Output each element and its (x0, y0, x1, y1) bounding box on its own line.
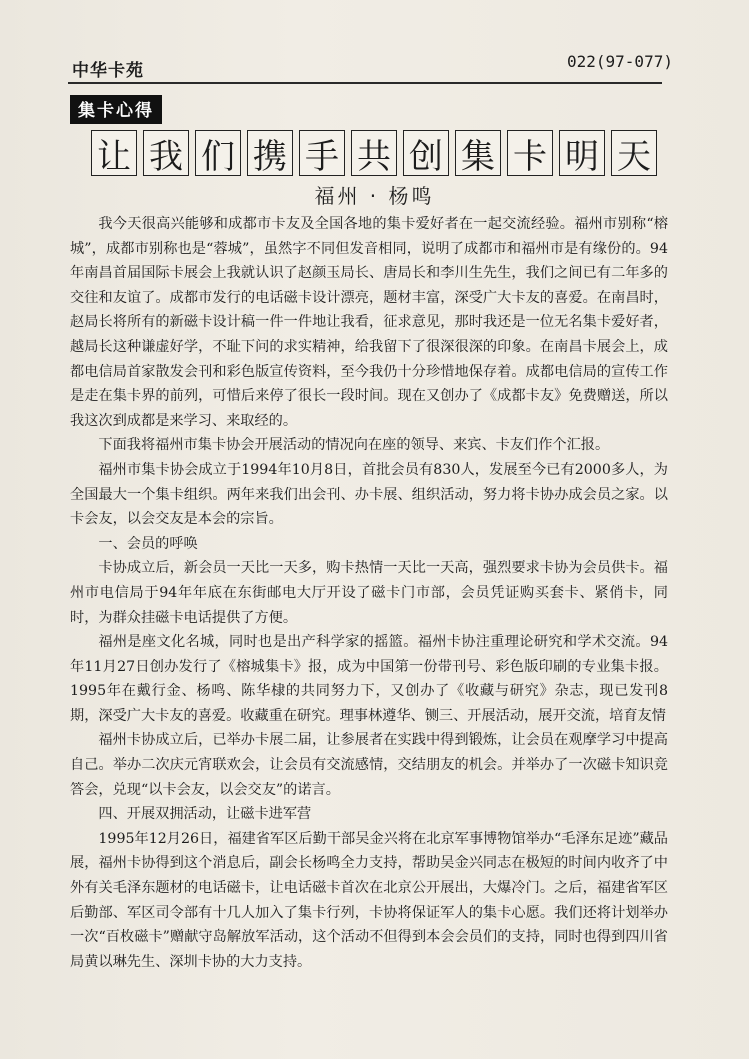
title-char: 手 (299, 130, 345, 176)
paragraph: 卡协成立后，新会员一天比一天多，购卡热情一天比一天高，强烈要求卡协为会员供卡。福州市电信局于94年年底在东街邮电大厅开设了磁卡门市部，会员凭证购买套卡、紧俏卡，同时，为群众挂磁卡电话提供了方便。 (70, 560, 668, 626)
paragraph: 福州市集卡协会成立于1994年10月8日，首批会员有830人，发展至今已有2000多人，为全国最大一个集卡组织。两年来我们出会刊、办卡展、组织活动，努力将卡协办成会员之家。以卡会友，以会交友是本会的宗旨。 (70, 461, 668, 528)
author-byline: 福州 · 杨鸣 (314, 184, 435, 208)
issue-code: 022(97-077) (567, 52, 673, 71)
header-divider (68, 82, 662, 84)
title-char: 让 (91, 130, 137, 176)
paragraph: 福州是座文化名城，同时也是出产科学家的摇篮。福州卡协注重理论研究和学术交流。94年11月27日创办发行了《榕城集卡》报，成为中国第一份带刊号、彩色版印刷的专业集卡报。1995年在戴行金、杨鸣、陈华棣的共同努力下，又创办了《收藏与研究》杂志，现已发刊8期，深受广大卡友的喜爱。收藏重在研究。理事林遵华、铡三、开展活动，展开交流，培育友情 (70, 634, 668, 724)
section-tag: 集卡心得 (70, 95, 162, 124)
title-char: 们 (195, 130, 241, 176)
title-char: 卡 (507, 130, 553, 176)
title-char: 携 (247, 130, 293, 176)
title-char: 天 (611, 130, 657, 176)
paragraph: 1995年12月26日，福建省军区后勤干部吴金兴将在北京军事博物馆举办“毛泽东足迹”藏品展，福州卡协得到这个消息后，副会长杨鸣全力支持，帮助吴金兴同志在极短的时间内收齐了中外有关毛泽东题材的电话磁卡，让电话磁卡首次在北京公开展出，大爆冷门。之后，福建省军区后勤部、军区司令部有十几人加入了集卡行列，卡协将保证军人的集卡心愿。我们还将计划举办一次“百枚磁卡”赠献守岛解放军活动，这个活动不但得到本会会员们的支持，同时也得到四川省局黄以琳先生、深圳卡协的大力支持。 (70, 830, 668, 970)
title-char: 共 (351, 130, 397, 176)
paragraph: 下面我将福州市集卡协会开展活动的情况向在座的领导、来宾、卡友们作个汇报。 (98, 437, 610, 454)
title-char: 明 (559, 130, 605, 176)
title-char: 集 (455, 130, 501, 176)
article-body (70, 212, 668, 974)
publication-name: 中华卡苑 (72, 61, 144, 81)
section-heading: 四、开展双拥活动，让磁卡进军营 (98, 806, 312, 823)
title-char: 我 (143, 130, 189, 176)
section-heading: 一、会员的呼唤 (98, 535, 198, 552)
paragraph: 福州卡协成立后，已举办卡展二届，让参展者在实践中得到锻炼，让会员在观摩学习中提高自己。举办二次庆元宵联欢会，让会员有交流感情，交结朋友的机会。并举办了一次磁卡知识竞答会，兑现“以卡会友，以会交友”的诺言。 (70, 732, 668, 798)
paragraph: 我今天很高兴能够和成都市卡友及全国各地的集卡爱好者在一起交流经验。福州市别称“榕城”，成都市别称也是“蓉城”，虽然字不同但发音相同，说明了成都市和福州市是有缘份的。94年南昌首届国际卡展会上我就认识了赵颜玉局长、唐局长和李川生先生，我们之间已有二年多的交往和友谊了。成都市发行的电话磁卡设计漂亮，题材丰富，深受广大卡友的喜爱。在南昌时，赵局长将所有的新磁卡设计稿一件一件地让我看，征求意见，那时我还是一位无名集卡爱好者，越局长这种谦虚好学，不耻下问的求实精神，给我留下了很深很深的印象。在南昌卡展会上，成都电信局首家散发会刊和彩色版宣传资料，至今我仍十分珍惜地保存着。成都电信局的宣传工作是走在集卡界的前列，可惜后来停了很长一段时间。现在又创办了《成都卡友》免费赠送，所以我这次到成都是来学习、来取经的。 (70, 216, 668, 429)
article-title (91, 130, 657, 176)
title-char: 创 (403, 130, 449, 176)
